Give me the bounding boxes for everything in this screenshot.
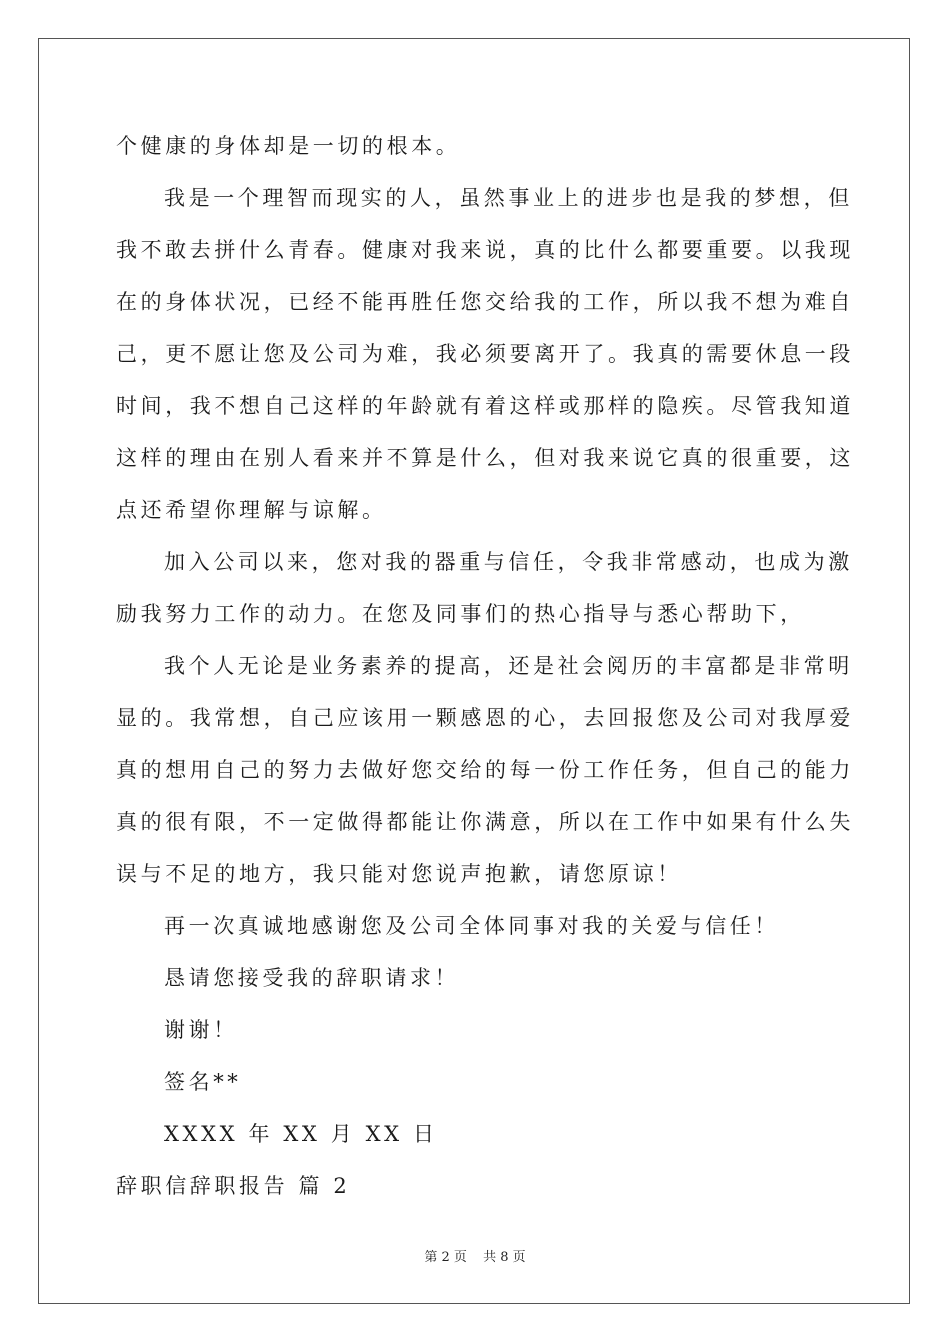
- text-line: 真的很有限，不一定做得都能让你满意，所以在工作中如果有什么失: [116, 810, 854, 834]
- date-line: XXXX 年 XX 月 XX 日: [164, 1122, 438, 1146]
- text-line: 励我努力工作的动力。在您及同事们的热心指导与悉心帮助下，: [116, 602, 805, 626]
- text-line: 这样的理由在别人看来并不算是什么，但对我来说它真的很重要，这: [116, 446, 854, 470]
- text-line: 己，更不愿让您及公司为难，我必须要离开了。我真的需要休息一段: [116, 342, 854, 366]
- text-line: 个健康的身体却是一切的根本。: [116, 134, 461, 158]
- text-line: 加入公司以来，您对我的器重与信任，令我非常感动，也成为激: [164, 550, 853, 574]
- text-line: 我是一个理智而现实的人，虽然事业上的进步也是我的梦想，但: [164, 186, 853, 210]
- text-line: 我个人无论是业务素养的提高，还是社会阅历的丰富都是非常明: [164, 654, 853, 678]
- page-total: 共 8 页: [483, 1250, 526, 1265]
- text-line: 真的想用自己的努力去做好您交给的每一份工作任务，但自己的能力: [116, 758, 854, 782]
- section-heading: 辞职信辞职报告 篇 2: [116, 1174, 351, 1198]
- text-line: 点还希望你理解与谅解。: [116, 498, 387, 522]
- page-footer: [0, 1246, 950, 1265]
- signature-line: 签名**: [164, 1070, 242, 1094]
- text-line: 时间，我不想自己这样的年龄就有着这样或那样的隐疾。尽管我知道: [116, 394, 854, 418]
- text-line: 再一次真诚地感谢您及公司全体同事对我的关爱与信任！: [164, 914, 779, 938]
- text-line: 恳请您接受我的辞职请求！: [164, 966, 460, 990]
- page-number: 第 2 页: [424, 1250, 467, 1265]
- text-line: 显的。我常想，自己应该用一颗感恩的心，去回报您及公司对我厚爱: [116, 706, 854, 730]
- text-line: 在的身体状况，已经不能再胜任您交给我的工作，所以我不想为难自: [116, 290, 854, 314]
- text-line: 误与不足的地方，我只能对您说声抱歉，请您原谅！: [116, 862, 682, 886]
- text-line: 我不敢去拼什么青春。健康对我来说，真的比什么都要重要。以我现: [116, 238, 854, 262]
- text-line: 谢谢！: [164, 1018, 238, 1042]
